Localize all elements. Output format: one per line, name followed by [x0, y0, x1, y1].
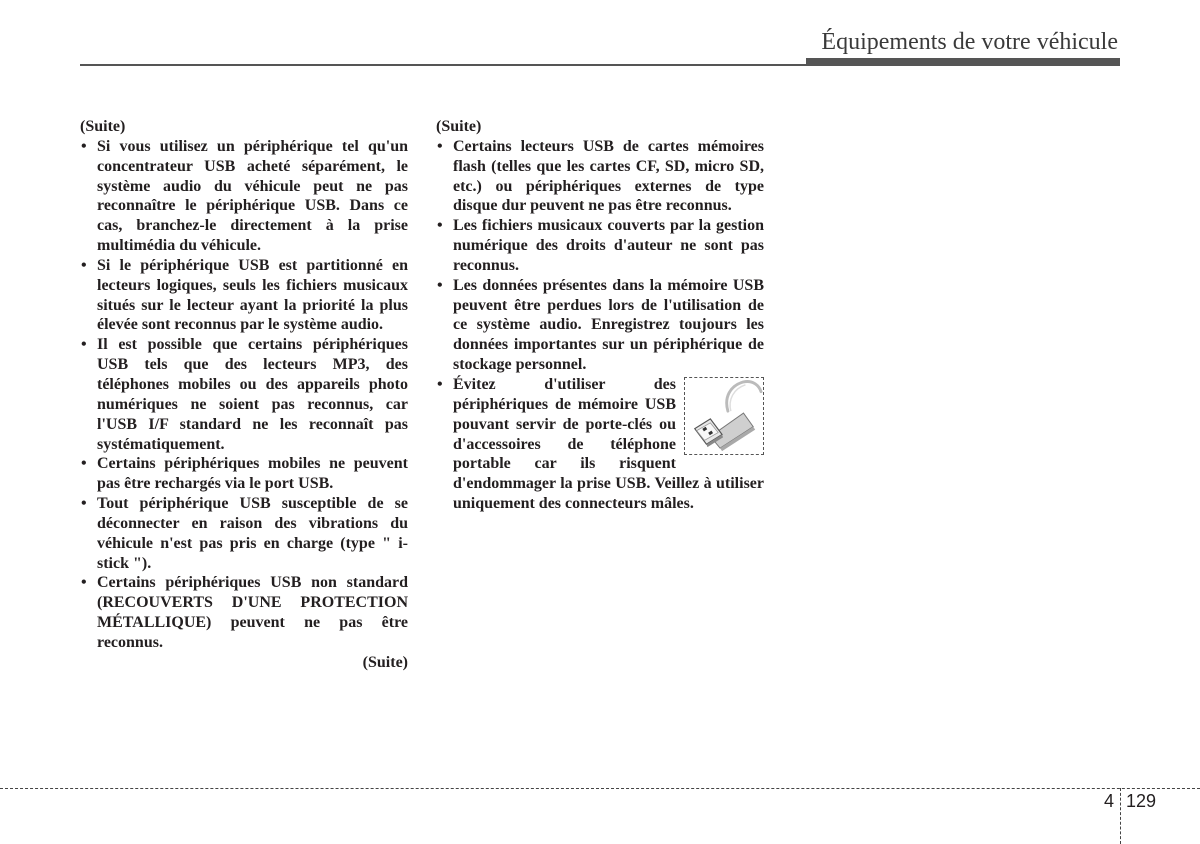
- usb-keychain-illustration: [685, 378, 763, 454]
- continued-label-top: (Suite): [436, 118, 482, 135]
- continued-label-bottom: (Suite): [362, 653, 408, 671]
- bullet-item: • Certains périphériques mobiles ne peuvent pas être rechargés via le port USB.: [80, 454, 408, 494]
- bullet-item: • Si le périphérique USB est partitionné en lecteurs logiques, seuls les fichiers musicaux situés sur le lecteur ayant la priorité la plus élevée sont reconnus par le système audio.: [80, 256, 408, 335]
- bullet-item: • Tout périphérique USB susceptible de se déconnecter en raison des vibrations du véhicule n'est pas pris en charge (type " i-stick ").: [80, 494, 408, 573]
- usb-keychain-icon: [684, 377, 764, 455]
- bullet-item: • Certains lecteurs USB de cartes mémoires flash (telles que les cartes CF, SD, micro SD, etc.) ou périphériques externes de type disque dur peuvent ne pas être reconnus.: [436, 137, 764, 216]
- bullet-item: • Les données présentes dans la mémoire USB peuvent être perdues lors de l'utilisation de ce système audio. Enregistrez toujours les données importantes sur un périphérique de stockage personnel.: [436, 276, 764, 375]
- left-column: [80, 117, 408, 673]
- bullet-item: • Les fichiers musicaux couverts par la gestion numérique des droits d'auteur ne sont pas reconnus.: [436, 216, 764, 276]
- page-header-title: Équipements de votre véhicule: [821, 29, 1118, 55]
- footer-dashed-divider: [1120, 788, 1121, 844]
- chapter-number: 4: [1104, 791, 1115, 811]
- bullet-item: • Si vous utilisez un périphérique tel qu'un concentrateur USB acheté séparément, le système audio du véhicule peut ne pas reconnaître le périphérique USB. Dans ce cas, branchez-le directement à la prise multimédia du véhicule.: [80, 137, 408, 256]
- bullet-text: Évitez d'utiliser des périphériques de mémoire USB pouvant servir de porte-clés ou d'accessoires de téléphone portable car ils risquent d'endommager la prise USB. Veillez à utiliser uniquement des connecteurs mâles.: [453, 375, 764, 513]
- continued-label-top: (Suite): [80, 118, 126, 135]
- bullet-item: • Certains périphériques USB non standard (RECOUVERTS D'UNE PROTECTION MÉTALLIQUE) peuvent ne pas être reconnus.: [80, 573, 408, 652]
- header-bar: [806, 58, 1120, 66]
- footer-dashed-rule: [0, 788, 1200, 789]
- right-column: [436, 117, 764, 514]
- left-bullet-list: [80, 137, 408, 653]
- page-number: 129: [1126, 791, 1157, 811]
- right-bullet-list: [436, 137, 764, 514]
- bullet-item-with-image: [436, 375, 764, 514]
- bullet-item: • Il est possible que certains périphériques USB tels que des lecteurs MP3, des téléphones mobiles ou des appareils photo numériques ne soient pas reconnus, car l'USB I/F standard ne les reconnaît pas systématiquement.: [80, 335, 408, 454]
